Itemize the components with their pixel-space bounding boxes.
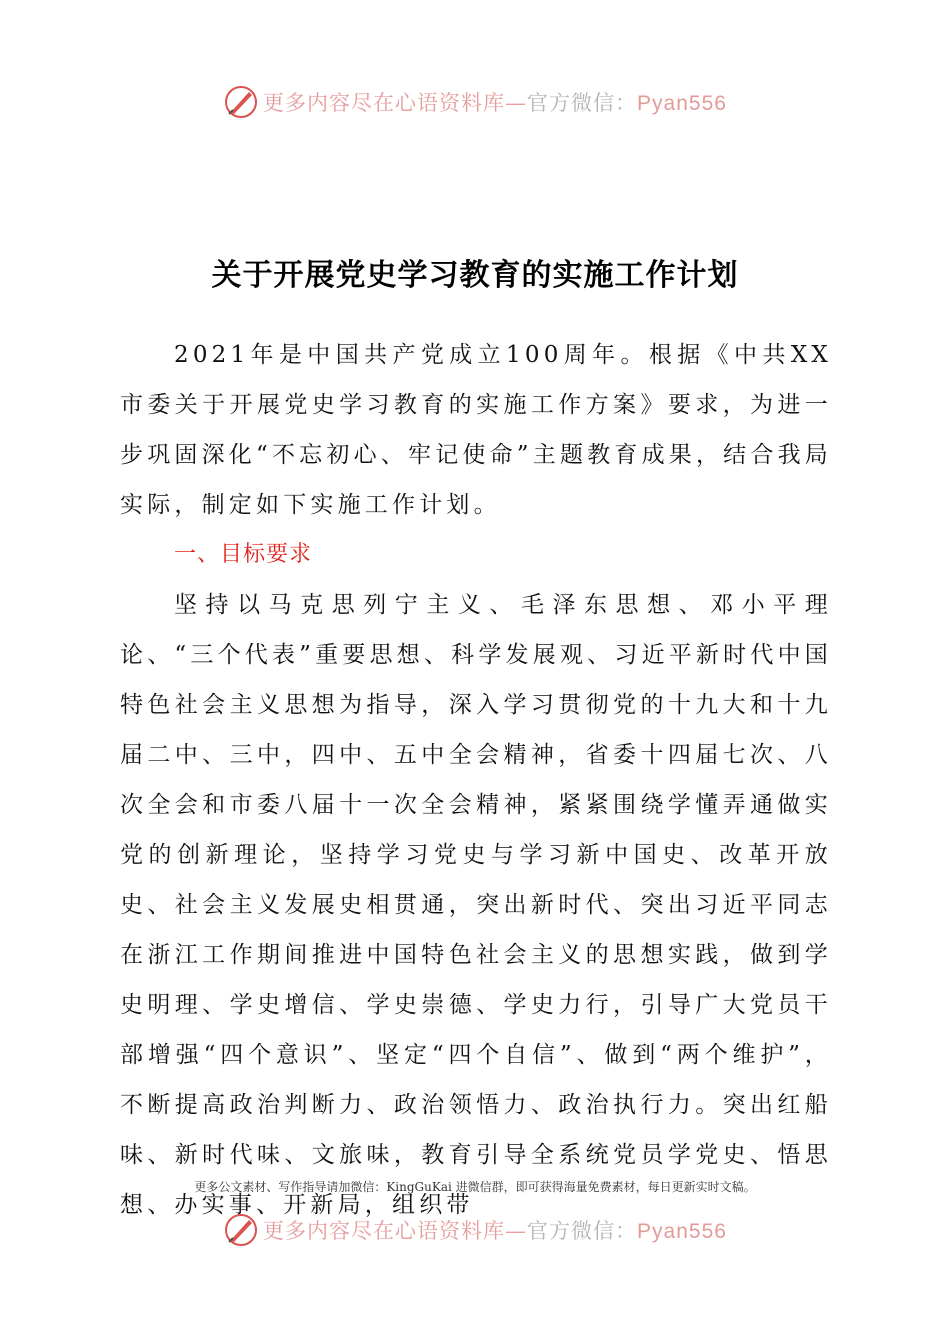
banner-slogan: 更多内容尽在心语资料库 [263,91,506,115]
intro-paragraph: 2021年是中国共产党成立100周年。根据《中共XX市委关于开展党史学习教育的实施工作方案》要求，为进一步巩固深化“不忘初心、牢记使命”主题教育成果，结合我局实际，制定如下实施工作计划。 [120,342,832,518]
banner-wechat-id: Pyan556 [637,92,727,115]
banner-wechat-id: Pyan556 [637,1220,727,1243]
banner-text [263,1215,727,1245]
goals-paragraph: 坚持以马克思列宁主义、毛泽东思想、邓小平理论、“三个代表”重要思想、科学发展观、习近平新时代中国特色社会主义思想为指导，深入学习贯彻党的十九大和十九届二中、三中，四中、五中全会精神，省委十四届七次、八次全会和市委八届十一次全会精神，紧紧围绕学懂弄通做实党的创新理论，坚持学习党史与学习新中国史、改革开放史、社会主义发展史相贯通，突出新时代、突出习近平同志在浙江工作期间推进中国特色社会主义的思想实践，做到学史明理、学史增信、学史崇德、学史力行，引导广大党员干部增强“四个意识”、坚定“四个自信”、做到“两个维护”，不断提高政治判断力、政治领悟力、政治执行力。突出红船味、新时代味、文旅味，教育引导全系统党员学党史、悟思想、办实事、开新局，组织带 [120,592,832,1218]
section-heading-goals: 一、目标要求 [174,542,313,567]
quill-pen-logo-icon [223,1212,259,1248]
document-title: 关于开展党史学习教育的实施工作计划 [211,258,739,293]
header-banner [0,82,950,122]
banner-dash: — [505,1219,528,1243]
banner-text [263,87,727,117]
banner-wechat-label: 官方微信： [527,91,638,115]
footer-note: 更多公文素材、写作指导请加微信：KingGuKai 进微信群，即可获得海量免费素材，每日更新实时文稿。 [194,1180,756,1194]
banner-slogan: 更多内容尽在心语资料库 [263,1219,506,1243]
quill-pen-logo-icon [223,84,259,120]
banner-dash: — [505,91,528,115]
document-body [120,330,832,1230]
banner-wechat-label: 官方微信： [527,1219,638,1243]
footer-banner [0,1210,950,1250]
